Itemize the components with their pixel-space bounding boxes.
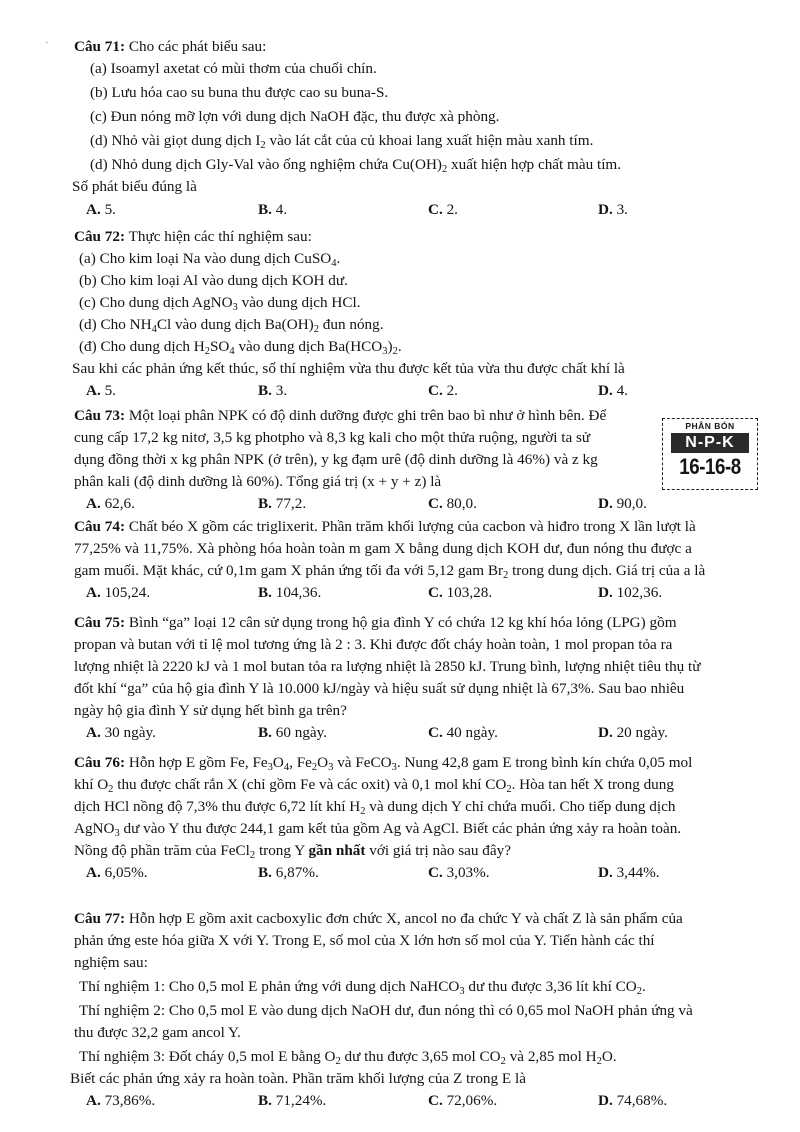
option-label: B. (258, 201, 272, 218)
q77-tn1c: . (641, 978, 646, 995)
q77-line-2: phản ứng este hóa giữa X với Y. Trong E, số mol của X lớn hơn số mol của Y. Tiến hành các thí (74, 932, 655, 949)
option-value: 2. (446, 382, 458, 399)
option-label: A. (86, 382, 101, 399)
q72-intro: Thực hiện các thí nghiệm sau: (128, 228, 312, 245)
q73-line-2: cung cấp 17,2 kg nitơ, 3,5 kg photpho và 8,3 kg kali cho một thửa ruộng, người ta sử (74, 429, 591, 446)
q77-option-a[interactable] (86, 1090, 155, 1112)
q76-t1c: , Fe (289, 754, 312, 771)
q71-number: Câu 71: (74, 38, 126, 55)
option-label: A. (86, 584, 101, 601)
q76-t1f: . Nung 42,8 gam E trong bình kín chứa 0,05 mol (396, 754, 693, 771)
q77-experiment-3 (74, 1046, 764, 1068)
q71-heading (74, 36, 764, 58)
option-label: A. (86, 495, 101, 512)
q72-d-sub1: 4 (151, 324, 157, 335)
q71-d2-text-end: xuất hiện hợp chất màu tím. (447, 156, 622, 173)
q72-c-end: vào dung dịch HCl. (237, 294, 361, 311)
q71-option-b[interactable] (258, 199, 287, 221)
q76-s: 3 (328, 762, 334, 773)
q73-option-a[interactable] (86, 493, 135, 515)
q74-text-3: gam muối. Mặt khác, cứ 0,1m gam X phản ứng tối đa với 5,12 gam Br (74, 562, 504, 579)
q74-sub: 2 (503, 570, 509, 581)
q77-text-1: Hỗn hợp E gồm axit cacboxylic đơn chức X, ancol no đa chức Y và chất Z là sản phẩm của (128, 910, 683, 927)
option-label: D. (598, 495, 613, 512)
option-value: 6,05%. (104, 864, 148, 881)
option-value: 3,03%. (446, 864, 490, 881)
option-value: 103,28. (446, 584, 493, 601)
option-value: 60 ngày. (275, 724, 328, 741)
q72-e-mid3: ) (387, 338, 393, 355)
q74-text-3-end: trong dung dịch. Giá trị của a là (508, 562, 706, 579)
option-label: C. (428, 201, 443, 218)
q77-experiment-2-cont: thu được 32,2 gam ancol Y. (74, 1024, 241, 1041)
q72-a-sub: 4 (331, 258, 337, 269)
q74-option-a[interactable] (86, 582, 150, 604)
q75-option-b[interactable] (258, 722, 327, 744)
option-label: D. (598, 1092, 613, 1109)
option-label: B. (258, 1092, 272, 1109)
npk-box-ratio: 16-16-8 (679, 454, 741, 479)
q72-option-a[interactable] (86, 380, 116, 402)
q74-line-1 (74, 516, 764, 538)
q75-line-2: propan và butan với tỉ lệ mol tương ứng là 2 : 3. Khi được đốt cháy hoàn toàn, 1 mol propan tỏa ra (74, 636, 673, 653)
q76-option-c[interactable] (428, 862, 490, 884)
q72-exp-b: (b) Cho kim loại Al vào dung dịch KOH dư. (79, 272, 348, 289)
q77-number: Câu 77: (74, 910, 126, 927)
q75-option-c[interactable] (428, 722, 498, 744)
npk-box-title: PHÂN BÓN (685, 421, 735, 431)
q72-number: Câu 72: (74, 228, 126, 245)
q72-c-sub: 3 (232, 302, 238, 313)
q76-line-2 (74, 774, 764, 796)
question-77 (70, 908, 764, 1112)
option-value: 5. (104, 201, 116, 218)
q72-c-text: (c) Cho dung dịch AgNO (79, 294, 233, 311)
q73-option-b[interactable] (258, 493, 306, 515)
q77-tn1b: dư thu được 3,36 lít khí CO (464, 978, 637, 995)
option-value: 3. (275, 382, 288, 399)
option-value: 80,0. (446, 495, 477, 512)
q71-d2-sub: 2 (442, 164, 448, 175)
q77-tn3c: và 2,85 mol H (505, 1048, 597, 1065)
q77-tn1a: Thí nghiệm 1: Cho 0,5 mol E phản ứng với dung dịch NaHCO (79, 978, 460, 995)
q77-s: 2 (500, 1056, 506, 1067)
q72-e-mid1: SO (209, 338, 230, 355)
q72-a-text: (a) Cho kim loại Na vào dung dịch CuSO (79, 250, 332, 267)
q72-option-c[interactable] (428, 380, 458, 402)
option-label: B. (258, 584, 272, 601)
q77-s: 2 (335, 1056, 341, 1067)
q74-option-b[interactable] (258, 582, 321, 604)
q77-options (74, 1090, 764, 1112)
q73-line-3: dụng đồng thời x kg phân NPK (ở trên), y kg đạm urê (độ dinh dưỡng là 46%) và z kg (74, 451, 598, 468)
q71-intro: Cho các phát biểu sau: (128, 38, 267, 55)
q71-question: Số phát biểu đúng là (72, 178, 197, 195)
q77-option-d[interactable] (598, 1090, 667, 1112)
q76-s: 2 (249, 850, 256, 861)
q71-option-d[interactable] (598, 199, 628, 221)
q76-t5c: với giá trị nào sau đây? (365, 842, 511, 859)
q76-line-4 (74, 818, 764, 840)
q72-e-sub4: 2 (392, 346, 398, 357)
q71-statement-d1 (74, 130, 764, 152)
q71-statement-a: (a) Isoamyl axetat có mùi thơm của chuối chín. (90, 60, 377, 77)
q76-s: 2 (506, 784, 512, 795)
q77-option-c[interactable] (428, 1090, 497, 1112)
q72-e-sub2: 4 (229, 346, 235, 357)
option-value: 62,6. (104, 495, 135, 512)
option-label: C. (428, 382, 443, 399)
q73-text-1: Một loại phân NPK có độ dinh dưỡng được ghi trên bao bì như ở hình bên. Để (128, 407, 607, 424)
option-label: D. (598, 382, 613, 399)
q76-t1b: O (272, 754, 284, 771)
question-76 (74, 752, 764, 884)
q71-option-c[interactable] (428, 199, 458, 221)
option-label: D. (598, 864, 613, 881)
q73-number: Câu 73: (74, 407, 126, 424)
q75-line-3: lượng nhiệt là 2220 kJ và 1 mol butan tỏa ra lượng nhiệt là 2850 kJ. Trung bình, lượng nhiệt tiêu thụ từ (74, 658, 701, 675)
q74-line-3 (74, 560, 764, 582)
option-value: 105,24. (104, 584, 151, 601)
q76-number: Câu 76: (74, 754, 126, 771)
q76-line-3 (74, 796, 764, 818)
q76-s: 3 (114, 828, 120, 839)
q72-exp-c (74, 292, 764, 314)
npk-fertilizer-label (662, 418, 758, 490)
q76-t2a: khí O (74, 776, 109, 793)
q75-line-5: ngày hộ gia đình Y sử dụng hết bình ga trên? (74, 702, 347, 719)
option-value: 3. (616, 201, 628, 218)
q73-line-4: phân kali (độ dinh dưỡng là 60%). Tổng giá trị (x + y + z) là (74, 473, 442, 490)
q76-t3b: và dung dịch Y chỉ chứa muối. Cho tiếp dung dịch (365, 798, 676, 815)
q77-tn3d: O. (601, 1048, 617, 1065)
q76-t4b: dư vào Y thu được 244,1 gam kết tủa gồm Ag và AgCl. Biết các phản ứng xảy ra hoàn toàn. (119, 820, 682, 837)
q76-option-d[interactable] (598, 862, 660, 884)
option-value: 71,24%. (275, 1092, 327, 1109)
q73-options (74, 493, 664, 515)
question-74 (74, 516, 764, 604)
q71-option-a[interactable] (86, 199, 116, 221)
q76-t5b: trong Y (255, 842, 309, 859)
q76-t1d: O (317, 754, 329, 771)
q75-option-d[interactable] (598, 722, 668, 744)
q76-t2c: . Hòa tan hết X trong dung (511, 776, 674, 793)
option-value: 30 ngày. (104, 724, 156, 741)
q74-line-2: 77,25% và 11,75%. Xà phòng hóa hoàn toàn m gam X bằng dung dịch KOH dư, đun nóng thu được a (74, 540, 692, 557)
q71-d2-text: (d) Nhỏ dung dịch Gly-Val vào ống nghiệm chứa Cu(OH) (90, 156, 442, 173)
q76-option-a[interactable] (86, 862, 148, 884)
option-label: A. (86, 864, 101, 881)
q74-number: Câu 74: (74, 518, 126, 535)
q76-t4a: AgNO (74, 820, 115, 837)
q76-s: 3 (391, 762, 397, 773)
q71-statement-b: (b) Lưu hóa cao su buna thu được cao su buna-S. (90, 84, 389, 101)
q72-d-end: đun nóng. (318, 316, 384, 333)
option-value: 6,87%. (275, 864, 319, 881)
q75-text-1: Bình “ga” loại 12 cân sử dụng trong hộ gia đình Y có chứa 12 kg khí hóa lỏng (LPG) gồm (128, 614, 677, 631)
q71-options (74, 199, 764, 221)
q71-statement-d2 (74, 154, 764, 176)
q72-e-text: (đ) Cho dung dịch H (79, 338, 205, 355)
q71-d1-text-end: vào lát cắt của củ khoai lang xuất hiện màu xanh tím. (265, 132, 594, 149)
option-value: 40 ngày. (446, 724, 498, 741)
q72-d-mid: Cl vào dung dịch Ba(OH) (156, 316, 314, 333)
option-label: B. (258, 382, 272, 399)
q76-s: 3 (267, 762, 273, 773)
option-value: 5. (104, 382, 116, 399)
q72-e-end: . (397, 338, 402, 355)
option-label: D. (598, 724, 613, 741)
q75-options (74, 722, 764, 744)
q72-e-mid2: vào dung dịch Ba(HCO (234, 338, 383, 355)
q76-line-5 (74, 840, 764, 862)
option-label: C. (428, 495, 443, 512)
q76-s: 4 (283, 762, 290, 773)
q77-question: Biết các phản ứng xảy ra hoàn toàn. Phần trăm khối lượng của Z trong E là (70, 1070, 526, 1087)
scan-mark: ˋ (45, 42, 50, 52)
option-label: A. (86, 201, 101, 218)
q77-s: 2 (596, 1056, 602, 1067)
q72-d-sub2: 2 (313, 324, 319, 335)
q73-option-c[interactable] (428, 493, 477, 515)
q73-option-d[interactable] (598, 493, 647, 515)
option-value: 20 ngày. (616, 724, 668, 741)
q77-s: 2 (636, 986, 642, 997)
q77-s: 3 (459, 986, 465, 997)
q76-s: 2 (108, 784, 114, 795)
q72-exp-e (74, 336, 764, 358)
question-73 (74, 405, 664, 515)
q71-d1-sub: 2 (260, 140, 266, 151)
q76-t5a: Nồng độ phần trăm của FeCl (74, 842, 250, 859)
q77-tn3b: dư thu được 3,65 mol CO (340, 1048, 501, 1065)
q73-line-1 (74, 405, 664, 427)
q76-t1e: và FeCO (333, 754, 392, 771)
option-label: C. (428, 864, 443, 881)
q77-line-1 (74, 908, 764, 930)
option-value: 104,36. (275, 584, 322, 601)
option-label: C. (428, 584, 443, 601)
option-value: 72,06%. (446, 1092, 498, 1109)
option-label: B. (258, 495, 272, 512)
question-72 (74, 226, 764, 402)
q77-line-3: nghiệm sau: (74, 954, 148, 971)
q74-text-1: Chất béo X gồm các triglixerit. Phần trăm khối lượng của cacbon và hiđro trong X lần lượt là (128, 518, 696, 535)
option-label: C. (428, 724, 443, 741)
q72-options (74, 380, 764, 402)
q77-tn3a: Thí nghiệm 3: Đốt cháy 0,5 mol E bằng O (79, 1048, 336, 1065)
option-label: C. (428, 1092, 443, 1109)
question-71 (74, 36, 764, 221)
q72-e-sub1: 2 (204, 346, 210, 357)
q75-number: Câu 75: (74, 614, 126, 631)
option-value: 74,68%. (616, 1092, 668, 1109)
q72-a-end: . (336, 250, 341, 267)
q72-exp-d (74, 314, 764, 336)
option-value: 2. (446, 201, 458, 218)
q75-line-4: đốt khí “ga” của hộ gia đình Y là 10.000 kJ/ngày và hiệu suất sử dụng nhiệt là 67,3%. Sau bao nhiêu (74, 680, 685, 697)
question-75 (74, 612, 764, 744)
q76-line-1 (74, 752, 764, 774)
q76-t2b: thu được chất rắn X (chỉ gồm Fe và các oxit) và 0,1 mol khí CO (113, 776, 507, 793)
option-value: 90,0. (616, 495, 647, 512)
q77-experiment-1 (74, 976, 764, 998)
option-label: B. (258, 864, 272, 881)
q75-line-1 (74, 612, 764, 634)
q72-question: Sau khi các phản ứng kết thúc, số thí nghiệm vừa thu được kết tủa vừa thu được chất khí là (72, 360, 625, 377)
option-label: D. (598, 584, 613, 601)
q74-options (74, 582, 764, 604)
q76-option-b[interactable] (258, 862, 319, 884)
option-label: D. (598, 201, 613, 218)
option-label: A. (86, 724, 101, 741)
q76-s: 2 (311, 762, 318, 773)
q77-experiment-2: Thí nghiệm 2: Cho 0,5 mol E vào dung dịch NaOH dư, đun nóng thì có 0,65 mol NaOH phản ứng và (79, 1002, 693, 1019)
q76-s: 2 (360, 806, 366, 817)
q71-statement-c: (c) Đun nóng mỡ lợn với dung dịch NaOH đặc, thu được xà phòng. (90, 108, 500, 125)
q74-option-c[interactable] (428, 582, 492, 604)
q72-option-b[interactable] (258, 380, 287, 402)
q72-exp-a (74, 248, 764, 270)
q76-emphasis: gần nhất (308, 842, 366, 859)
option-value: 73,86%. (104, 1092, 156, 1109)
q72-option-d[interactable] (598, 380, 628, 402)
q72-d-text: (d) Cho NH (79, 316, 152, 333)
option-value: 4. (275, 201, 288, 218)
option-value: 3,44%. (616, 864, 660, 881)
option-value: 77,2. (275, 495, 307, 512)
q71-d1-text: (d) Nhỏ vài giọt dung dịch I (90, 132, 261, 149)
option-value: 4. (616, 382, 628, 399)
option-value: 102,36. (616, 584, 663, 601)
q72-e-sub3: 3 (382, 346, 388, 357)
q76-t3a: dịch HCl nồng độ 7,3% thu được 6,72 lít khí H (74, 798, 361, 815)
q74-option-d[interactable] (598, 582, 662, 604)
q72-heading (74, 226, 764, 248)
option-label: A. (86, 1092, 101, 1109)
q77-option-b[interactable] (258, 1090, 326, 1112)
q76-t1a: Hỗn hợp E gồm Fe, Fe (128, 754, 268, 771)
option-label: B. (258, 724, 272, 741)
npk-box-brand: N-P-K (671, 433, 749, 453)
q76-options (74, 862, 764, 884)
q75-option-a[interactable] (86, 722, 156, 744)
